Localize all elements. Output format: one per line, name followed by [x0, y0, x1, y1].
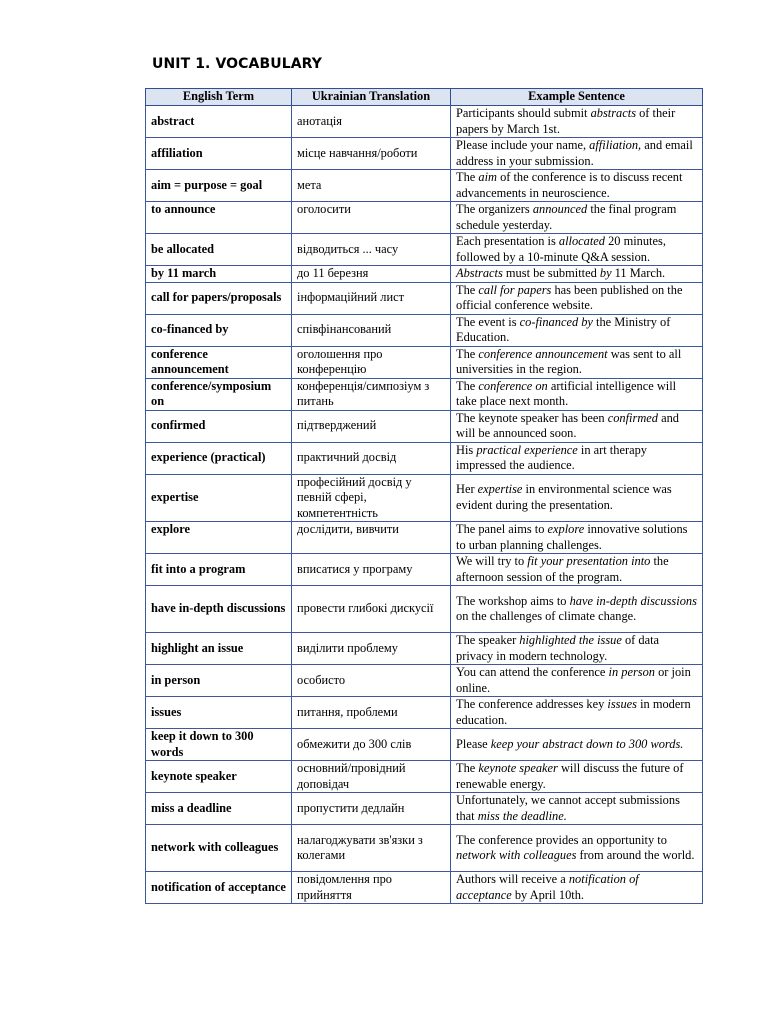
- example-text: Please include your name,: [456, 138, 590, 152]
- example-highlight: abstracts: [590, 106, 637, 120]
- header-ukrainian-translation: Ukrainian Translation: [292, 89, 451, 106]
- ukrainian-translation-cell: мета: [292, 170, 451, 202]
- example-text: innovative solutions to urban planning challenges.: [456, 522, 688, 552]
- example-text: We will try to: [456, 554, 528, 568]
- example-sentence-cell: [451, 697, 703, 729]
- english-term-cell: be allocated: [146, 234, 292, 266]
- example-highlight: affiliation,: [589, 138, 642, 152]
- table-row: [146, 442, 703, 474]
- example-highlight: practical experience: [476, 442, 578, 457]
- example-sentence-cell: [451, 586, 703, 633]
- example-sentence-cell: [451, 633, 703, 665]
- ukrainian-translation-cell: підтверджений: [292, 410, 451, 442]
- example-highlight: announced: [532, 202, 588, 216]
- english-term-cell: experience (practical): [146, 442, 292, 474]
- english-term-cell: notification of acceptance: [146, 872, 292, 904]
- example-text: 11 March.: [611, 266, 666, 280]
- english-term-cell: abstract: [146, 106, 292, 138]
- table-row: [146, 378, 703, 410]
- table-row: [146, 729, 703, 761]
- example-sentence-cell: [451, 282, 703, 314]
- ukrainian-translation-cell: особисто: [292, 665, 451, 697]
- english-term-cell: co-financed by: [146, 314, 292, 346]
- example-highlight: co-financed by: [519, 314, 593, 329]
- table-row: [146, 266, 703, 283]
- english-term-cell: expertise: [146, 474, 292, 522]
- ukrainian-translation-cell: питання, проблеми: [292, 697, 451, 729]
- example-highlight: notification of acceptance: [456, 872, 639, 902]
- ukrainian-translation-cell: оголошення про конференцію: [292, 346, 451, 378]
- table-header: [146, 89, 703, 106]
- example-highlight: in person: [608, 665, 655, 679]
- table-row: [146, 314, 703, 346]
- example-highlight: confirmed: [607, 410, 658, 425]
- example-highlight: conference on: [478, 378, 548, 393]
- ukrainian-translation-cell: повідомлення про прийняття: [292, 872, 451, 904]
- example-text: was sent to all universities in the region.: [456, 346, 682, 376]
- table-row: [146, 554, 703, 586]
- english-term-cell: keep it down to 300 words: [146, 729, 292, 761]
- table-row: [146, 825, 703, 872]
- example-text: by April 10th.: [511, 887, 585, 902]
- table-row: [146, 522, 703, 554]
- ukrainian-translation-cell: обмежити до 300 слів: [292, 729, 451, 761]
- english-term-cell: issues: [146, 697, 292, 729]
- english-term-cell: confirmed: [146, 410, 292, 442]
- example-text: of their papers by March 1st.: [456, 106, 676, 136]
- example-text: and will be announced soon.: [456, 410, 679, 440]
- example-sentence-cell: [451, 234, 703, 266]
- example-text: will discuss the future of renewable energy.: [456, 761, 684, 791]
- page-title: UNIT 1. VOCABULARY: [152, 56, 322, 72]
- example-text: in environmental science was evident during the presentation.: [456, 482, 672, 512]
- example-sentence-cell: [451, 266, 703, 283]
- table-row: [146, 202, 703, 234]
- example-text: Participants should submit: [456, 106, 591, 120]
- example-sentence-cell: [451, 202, 703, 234]
- example-highlight: have in-depth discussions: [569, 593, 697, 608]
- english-term-cell: conference/symposium on: [146, 378, 292, 410]
- example-sentence-cell: [451, 872, 703, 904]
- example-text: Authors will receive a: [456, 872, 569, 886]
- ukrainian-translation-cell: оголосити: [292, 202, 451, 234]
- english-term-cell: network with colleagues: [146, 825, 292, 872]
- example-text: The organizers: [456, 202, 533, 216]
- table-row: [146, 474, 703, 522]
- english-term-cell: highlight an issue: [146, 633, 292, 665]
- example-sentence-cell: [451, 665, 703, 697]
- example-sentence-cell: [451, 138, 703, 170]
- example-text: from around the world.: [576, 848, 695, 862]
- example-text: The speaker: [456, 633, 520, 647]
- english-term-cell: to announce: [146, 202, 292, 234]
- table-row: [146, 793, 703, 825]
- example-text: in art therapy impressed the audience.: [456, 442, 647, 472]
- example-text: The keynote speaker has been: [456, 410, 608, 425]
- example-text: The event is: [456, 314, 520, 329]
- table-row: [146, 697, 703, 729]
- example-sentence-cell: [451, 346, 703, 378]
- example-text: The: [456, 761, 479, 775]
- english-term-cell: conference announcement: [146, 346, 292, 378]
- ukrainian-translation-cell: дослідити, вивчити: [292, 522, 451, 554]
- table-row: [146, 170, 703, 202]
- example-text: His: [456, 442, 477, 457]
- english-term-cell: fit into a program: [146, 554, 292, 586]
- table-row: [146, 761, 703, 793]
- header-row: [146, 89, 703, 106]
- ukrainian-translation-cell: практичний досвід: [292, 442, 451, 474]
- example-text: The workshop aims to: [456, 593, 570, 608]
- example-text: the final program schedule yesterday.: [456, 202, 677, 232]
- table-row: [146, 106, 703, 138]
- example-text: The: [456, 282, 479, 297]
- example-text: has been published on the official conference website.: [456, 282, 683, 312]
- example-highlight: miss the deadline.: [477, 808, 567, 823]
- example-text: The conference addresses key: [456, 697, 608, 711]
- example-sentence-cell: [451, 378, 703, 410]
- english-term-cell: keynote speaker: [146, 761, 292, 793]
- ukrainian-translation-cell: до 11 березня: [292, 266, 451, 283]
- example-sentence-cell: [451, 314, 703, 346]
- example-text: The: [456, 170, 479, 184]
- example-highlight: network with colleagues: [456, 848, 577, 862]
- example-highlight: expertise: [477, 482, 523, 497]
- table-row: [146, 872, 703, 904]
- example-text: The panel aims to: [456, 522, 548, 536]
- example-text: You can attend the conference: [456, 665, 609, 679]
- example-highlight: highlighted the issue: [519, 633, 622, 647]
- ukrainian-translation-cell: відводиться ... часу: [292, 234, 451, 266]
- example-sentence-cell: [451, 793, 703, 825]
- example-highlight: keynote speaker: [478, 761, 558, 775]
- example-text: artificial intelligence will take place next month.: [456, 378, 677, 408]
- example-sentence-cell: [451, 522, 703, 554]
- table-body: [146, 106, 703, 904]
- example-highlight: keep your abstract down to 300 words.: [490, 736, 684, 751]
- ukrainian-translation-cell: місце навчання/роботи: [292, 138, 451, 170]
- example-text: and email address in your submission.: [456, 138, 693, 168]
- example-text: of data privacy in modern technology.: [456, 633, 660, 663]
- example-text: The conference provides an opportunity to: [456, 832, 667, 847]
- english-term-cell: have in-depth discussions: [146, 586, 292, 633]
- ukrainian-translation-cell: конференція/симпозіум з питань: [292, 378, 451, 410]
- english-term-cell: explore: [146, 522, 292, 554]
- table-row: [146, 138, 703, 170]
- example-text: in modern education.: [456, 697, 691, 727]
- ukrainian-translation-cell: вписатися у програму: [292, 554, 451, 586]
- ukrainian-translation-cell: анотація: [292, 106, 451, 138]
- example-highlight: by: [599, 266, 612, 280]
- example-sentence-cell: [451, 554, 703, 586]
- example-text: on the challenges of climate change.: [456, 609, 637, 623]
- english-term-cell: affiliation: [146, 138, 292, 170]
- example-highlight: allocated: [558, 234, 605, 248]
- ukrainian-translation-cell: професійний досвід у певній сфері, компетентність: [292, 474, 451, 522]
- example-text: Her: [456, 482, 478, 497]
- example-highlight: explore: [547, 522, 585, 536]
- example-sentence-cell: [451, 825, 703, 872]
- example-text: The: [456, 346, 479, 361]
- example-text: the afternoon session of the program.: [456, 554, 669, 584]
- english-term-cell: miss a deadline: [146, 793, 292, 825]
- vocabulary-table: [145, 88, 703, 904]
- example-sentence-cell: [451, 106, 703, 138]
- example-text: The: [456, 378, 479, 393]
- example-text: Unfortunately, we cannot accept submissions that: [456, 793, 680, 823]
- example-highlight: aim: [478, 170, 497, 184]
- table-row: [146, 665, 703, 697]
- example-highlight: call for papers: [478, 282, 552, 297]
- table-row: [146, 586, 703, 633]
- example-text: 20 minutes, followed by a 10-minute Q&A session.: [456, 234, 666, 264]
- ukrainian-translation-cell: провести глибокі дискусії: [292, 586, 451, 633]
- example-sentence-cell: [451, 170, 703, 202]
- table-row: [146, 633, 703, 665]
- example-sentence-cell: [451, 729, 703, 761]
- example-text: must be submitted: [502, 266, 600, 280]
- english-term-cell: aim = purpose = goal: [146, 170, 292, 202]
- example-text: or join online.: [456, 665, 691, 695]
- english-term-cell: call for papers/proposals: [146, 282, 292, 314]
- example-sentence-cell: [451, 442, 703, 474]
- table-row: [146, 234, 703, 266]
- example-sentence-cell: [451, 410, 703, 442]
- example-highlight: issues: [607, 697, 637, 711]
- ukrainian-translation-cell: співфінансований: [292, 314, 451, 346]
- example-sentence-cell: [451, 761, 703, 793]
- table-row: [146, 410, 703, 442]
- example-text: the Ministry of Education.: [456, 314, 671, 344]
- example-text: of the conference is to discuss recent advancements in neuroscience.: [456, 170, 683, 200]
- ukrainian-translation-cell: інформаційний лист: [292, 282, 451, 314]
- ukrainian-translation-cell: основний/провідний доповідач: [292, 761, 451, 793]
- example-text: Each presentation is: [456, 234, 559, 248]
- english-term-cell: in person: [146, 665, 292, 697]
- table-row: [146, 346, 703, 378]
- example-highlight: fit your presentation into: [527, 554, 651, 568]
- header-english-term: English Term: [146, 89, 292, 106]
- ukrainian-translation-cell: пропустити дедлайн: [292, 793, 451, 825]
- example-text: Please: [456, 736, 491, 751]
- table-row: [146, 282, 703, 314]
- ukrainian-translation-cell: налагоджувати зв'язки з колегами: [292, 825, 451, 872]
- example-highlight: Abstracts: [456, 266, 503, 280]
- example-sentence-cell: [451, 474, 703, 522]
- example-highlight: conference announcement: [478, 346, 608, 361]
- ukrainian-translation-cell: виділити проблему: [292, 633, 451, 665]
- header-example-sentence: Example Sentence: [451, 89, 703, 106]
- english-term-cell: by 11 march: [146, 266, 292, 283]
